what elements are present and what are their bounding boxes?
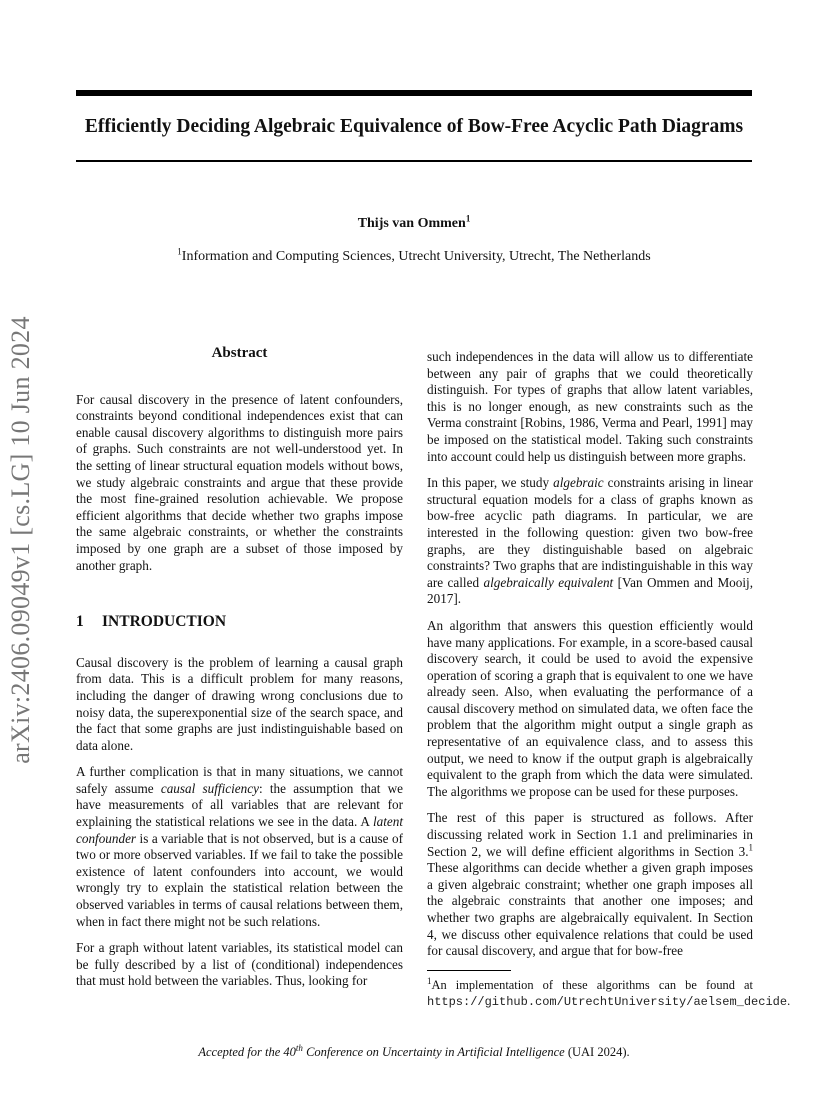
- right-column: [427, 349, 791, 1010]
- text-run: constraints arising in linear structural equation models for a class of graphs known as bow-free acyclic path diagrams. In particular, we are interested in the following question: given two bow-free graphs, are they distinguishable based on algebraic constraints? Two graphs that are indistinguishable in this way are called: [427, 475, 754, 590]
- title-bottom-rule: [76, 160, 752, 162]
- title-top-rule: [76, 90, 752, 96]
- venue-name: Conference on Uncertainty in Artificial Intelligence: [302, 1045, 565, 1059]
- text-run: A further complication is that in many situations, we cannot safely assume: [76, 764, 403, 796]
- footnote-rule: [427, 970, 511, 971]
- section-heading-introduction: [76, 614, 403, 631]
- right-paragraph-2: [427, 475, 753, 608]
- emphasis-latent-confounder: latent confounder: [76, 814, 403, 846]
- text-run: In this paper, we study: [427, 475, 554, 491]
- emphasis-causal-sufficiency: causal sufficiency: [160, 780, 259, 796]
- footnote: [427, 975, 791, 1010]
- text-run: [Van Ommen and Mooij, 2017].: [427, 574, 753, 607]
- venue-line: [76, 1042, 752, 1060]
- text-run: is a variable that is not observed, but is a cause of two or more observed variables. If we fail to take the possible existence of latent confounders into account, we would wrongly try to explain the statistical relation between the observed variables in terms of causal relations between them, when in fact there might not be such relations.: [76, 830, 403, 929]
- section-title: INTRODUCTION: [102, 613, 227, 631]
- venue-tail: (UAI 2024).: [564, 1045, 630, 1059]
- affiliation-line: [76, 246, 752, 265]
- footnote-end: .: [787, 993, 791, 1008]
- intro-paragraph-1: Causal discovery is the problem of learning a causal graph from data. This is a difficult problem for many reasons, including the danger of drawing wrong conclusions due to noisy data, the superexponential size of the search space, and the fact that some graphs are just indistinguishable based on data alone.: [76, 654, 403, 753]
- footnote-text: An implementation of these algorithms can be found at: [431, 977, 753, 992]
- author-affil-marker: 1: [465, 213, 471, 224]
- footnote-marker: 1: [748, 842, 753, 853]
- left-column: [76, 345, 403, 1000]
- text-run: These algorithms can decide whether a given graph imposes a given algebraic constraint; whether one graph imposes all the algebraic constraints that another one imposes; and whether two graphs are algebraically equivalent. In Section 4, we discuss other equivalence relations that could be used for causal discovery, and argue that for bow-free: [427, 860, 753, 959]
- venue-ordinal: th: [295, 1042, 303, 1053]
- venue-prefix: Accepted for the 40: [198, 1045, 296, 1059]
- footnote-link[interactable]: https://github.com/UtrechtUniversity/aelsem_decide: [427, 994, 788, 1009]
- intro-paragraph-2: [76, 764, 403, 930]
- text-run: : the assumption that we have measurements of all variables that are relevant for explaining the statistical relations we see in the data. A: [76, 780, 403, 830]
- arxiv-sidebar: [2, 300, 40, 780]
- right-paragraph-4: [427, 810, 753, 959]
- affiliation: Information and Computing Sciences, Utrecht University, Utrecht, The Netherlands: [181, 249, 651, 264]
- right-paragraph-1: such independences in the data will allow us to differentiate between any pair of graphs that we could theoretically distinguish. For types of graphs that allow latent variables, this is no longer enough, as new constraints such as the Verma constraint [Robins, 1986, Verma and Pearl, 1991] may be imposed on the statistical model. Taking such constraints into account could help us distinguish between more graphs.: [427, 349, 753, 464]
- author-line: [76, 213, 752, 232]
- intro-paragraph-3: For a graph without latent variables, its statistical model can be fully described by a list of (conditional) independences that must hold between the variables. Thus, looking for: [76, 940, 403, 989]
- text-run: The rest of this paper is structured as follows. After discussing related work in Section 1.1 and preliminaries in Section 2, we will define efficient algorithms in Section 3.: [427, 810, 753, 859]
- footnote-number: 1: [427, 975, 432, 986]
- right-paragraph-3: An algorithm that answers this question efficiently would have many applications. For example, in a score-based causal discovery search, it could be used to avoid the expensive operation of scoring a graph that is equivalent to one we have already seen. Also, when evaluating the performance of a causal discovery method on simulated data, we often face the problem that the algorithm might output a single graph as representative of an equivalence class, and to assess this output, we need to know if the output graph is algebraically equivalent to the graph from which the data were simulated. The algorithms we propose can be used for these purposes.: [427, 617, 753, 799]
- affil-marker: 1: [177, 246, 182, 257]
- arxiv-identifier: arXiv:2406.09049v1 [cs.LG] 10 Jun 2024: [6, 316, 35, 764]
- author-name: Thijs van Ommen: [357, 216, 466, 231]
- emphasis-algebraic: algebraic: [553, 475, 604, 491]
- paper-title: Efficiently Deciding Algebraic Equivalence of Bow-Free Acyclic Path Diagrams: [84, 116, 744, 137]
- abstract-text: For causal discovery in the presence of latent confounders, constraints beyond conditional independences exist that can enable causal discovery algorithms to distinguish more pairs of graphs. Such constraints are not well-understood yet. In the setting of linear structural equation models without bows, we study algebraic constraints and argue that these provide the most fine-grained resolution achievable. We propose efficient algorithms that decide whether two graphs impose the same algebraic constraints, or whether the constraints imposed by one graph are a subset of those imposed by another graph.: [76, 391, 403, 573]
- section-number: 1: [76, 613, 84, 631]
- emphasis-algebraically-equivalent: algebraically equivalent: [483, 574, 614, 590]
- abstract-heading: Abstract: [211, 345, 268, 361]
